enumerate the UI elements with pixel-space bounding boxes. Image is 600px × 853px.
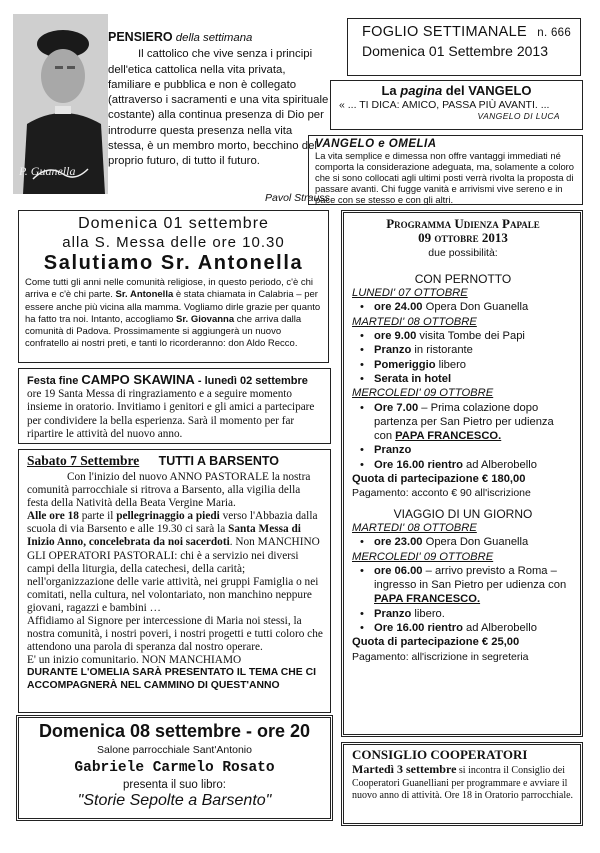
libro-place: Salone parrocchiale Sant'Antonio bbox=[97, 744, 252, 756]
pensiero-box bbox=[108, 30, 333, 205]
list-item bbox=[352, 621, 574, 635]
consiglio-title: CONSIGLIO COOPERATORI bbox=[352, 747, 528, 762]
barsento-ta: parte il bbox=[78, 510, 117, 523]
viaggio-day2-list bbox=[352, 564, 574, 635]
item-text: Opera Don Guanella bbox=[422, 536, 529, 549]
udienza-box bbox=[341, 210, 583, 737]
signature: P. Guanella bbox=[19, 164, 76, 178]
campo-heading bbox=[27, 372, 324, 387]
item-text: libero bbox=[435, 358, 467, 371]
item-text: libero. bbox=[411, 607, 445, 620]
item-bold: ore 24.00 bbox=[374, 301, 423, 314]
list-item bbox=[352, 300, 574, 314]
list-item bbox=[352, 607, 574, 621]
saluto-t3: che arriva dalla comunità di Padova. Prossimamente si aggiungerà un nuovo confratello ai nostri preti, e tanti lo ricorderanno: don Aldo Recco. bbox=[25, 313, 302, 350]
pernotto-day3-list bbox=[352, 401, 574, 472]
item-bold: ore 9.00 bbox=[374, 330, 417, 343]
udienza-title1: Programma Udienza Papale bbox=[386, 216, 540, 231]
item-bold: ore 23.00 bbox=[374, 536, 423, 549]
item-bold: Pranzo bbox=[374, 344, 412, 357]
pernotto-day3: MERCOLEDI' 09 OTTOBRE bbox=[352, 387, 494, 400]
campo-title-big: CAMPO SKAWINA bbox=[81, 372, 195, 387]
libro-title: Domenica 08 settembre - ore 20 bbox=[38, 721, 311, 741]
item-bold: Pomeriggio bbox=[374, 358, 436, 371]
barsento-body bbox=[27, 471, 324, 692]
barsento-p3: Affidiamo al Signore per intercessione di Maria noi stessi, la nostra comunità, i nostri poveri, i nostri progetti e tutti coloro che attendono una parola di speranza dal nostro operare. bbox=[27, 615, 323, 654]
campo-title-pre: Festa fine bbox=[27, 375, 82, 387]
viaggio-day1: MARTEDI' 08 OTTOBRE bbox=[352, 521, 477, 534]
item-bold: Ore 16.00 rientro bbox=[374, 622, 463, 635]
pernotto-day1: LUNEDI' 07 OTTOBRE bbox=[352, 287, 468, 300]
barsento-bb: pellegrinaggio a piedi bbox=[116, 510, 220, 523]
barsento-p2 bbox=[27, 510, 324, 615]
vangelo-heading-italic: pagina bbox=[400, 83, 443, 98]
issue-date: Domenica 01 Settembre 2013 bbox=[362, 43, 548, 59]
item-underline: PAPA FRANCESCO. bbox=[374, 593, 481, 606]
list-item bbox=[352, 458, 574, 472]
vangelo-heading bbox=[339, 83, 574, 98]
campo-text: ore 19 Santa Messa di ringraziamento e a seguire momento insieme in oratorio. Invitiamo i genitori e gli amici a partecipare per condividere la bella esperienza. Sarà il momento per far ripartire le attività del nuovo anno. bbox=[27, 388, 315, 440]
vangelo-heading-pre: La bbox=[381, 83, 401, 98]
pensiero-text: Il cattolico che vive senza i principi dell'etica cattolica nella vita privata, familiare e pubblica e non è collegato (attraverso i sacramenti e una vita spirituale costante) alla continua presenza di Dio per introdurre questa presenza nella vita stessa, è un membro morto, becchino del proprio futuro, di tutto il futuro. bbox=[108, 48, 329, 168]
campo-title-post: - lunedì 02 settembre bbox=[194, 375, 308, 387]
vangelo-heading-post: del VANGELO bbox=[442, 83, 532, 98]
barsento-date: Sabato 7 Settembre bbox=[27, 453, 140, 468]
consiglio-bold: Martedì 3 settembre bbox=[352, 762, 457, 776]
masthead bbox=[347, 18, 581, 76]
libro-book: "Storie Sepolte a Barsento" bbox=[77, 792, 272, 809]
saluto-line1: Domenica 01 settembre bbox=[78, 215, 269, 232]
pernotto-title: CON PERNOTTO bbox=[414, 271, 512, 286]
barsento-closing: DURANTE L'OMELIA SARÀ PRESENTATO IL TEMA CHE CI ACCOMPAGNERÀ NEL CAMMINO DI QUEST'ANNO bbox=[27, 667, 316, 691]
saluto-t2: è stata chiamata in Calabria – per essere anche più vicina alla mamma. Vogliamo dirle grazie per quanto ha fatto tra noi. Intanto, accogliamo bbox=[25, 289, 321, 325]
libro-presents: presenta il suo libro: bbox=[123, 779, 226, 791]
saluto-box bbox=[18, 210, 329, 363]
viaggio-day1-list bbox=[352, 535, 574, 549]
omelia-box bbox=[308, 135, 583, 205]
pernotto-day2: MARTEDI' 08 OTTOBRE bbox=[352, 315, 477, 328]
item-text: – Prima colazione dopo partenza per San Pietro per udienza con bbox=[374, 401, 554, 443]
item-text: Opera Don Guanella bbox=[422, 301, 529, 314]
consiglio-box bbox=[341, 742, 583, 826]
list-item bbox=[352, 535, 574, 549]
pernotto-day1-list bbox=[352, 300, 574, 314]
viaggio-title: VIAGGIO DI UN GIORNO bbox=[393, 506, 533, 521]
libro-box bbox=[16, 715, 333, 821]
list-item bbox=[352, 358, 574, 372]
saluto-t1: Come tutti gli anni nelle comunità religiose, in questo periodo, c'è chi arriva e c'è chi parte. bbox=[25, 277, 314, 301]
saluto-line2: alla S. Messa delle ore 10.30 bbox=[62, 234, 285, 251]
saluto-text bbox=[25, 277, 322, 351]
barsento-p1: Con l'inizio del nuovo ANNO PASTORALE la nostra comunità parrocchiale si ritrova a Barsento, alla vigilia della festa della Natività della Beata Vergine Maria. bbox=[27, 471, 311, 510]
list-item bbox=[352, 329, 574, 343]
list-item bbox=[352, 401, 574, 444]
portrait-photo bbox=[13, 14, 108, 194]
pensiero-heading bbox=[108, 30, 333, 46]
barsento-p4: E' un inizio comunitario. NON MANCHIAMO bbox=[27, 654, 242, 667]
barsento-title: TUTTI A BARSENTO bbox=[158, 454, 279, 468]
omelia-text: La vita semplice e dimessa non offre vantaggi immediati né comporta la considerazione adeguata, ma, solamente a coloro che si sono collocati agli ultimi posti verrà rivolta la proposta di passare avanti. Chi fugge vanità e arrivismi vive sereno e in pace con se stesso e con gli altri. bbox=[315, 150, 575, 205]
item-text: in ristorante bbox=[411, 344, 473, 357]
list-item bbox=[352, 343, 574, 357]
pensiero-title: PENSIERO bbox=[108, 30, 173, 44]
pagamento-viaggio: Pagamento: all'iscrizione in segreteria bbox=[352, 650, 529, 663]
vangelo-box bbox=[330, 80, 583, 130]
item-bold: Serata in hotel bbox=[374, 372, 452, 385]
list-item bbox=[352, 443, 574, 457]
issue-number: n. 666 bbox=[537, 27, 572, 39]
pagamento-pernotto: Pagamento: acconto € 90 all'iscrizione bbox=[352, 487, 531, 500]
masthead-title-row bbox=[362, 24, 572, 40]
item-text: – arrivo previsto a Roma –ingresso in San Pietro per udienza con bbox=[374, 564, 567, 592]
pernotto-day2-list bbox=[352, 329, 574, 386]
pensiero-author: Pavol Strauss bbox=[265, 192, 330, 204]
saluto-b2: Sr. Giovanna bbox=[176, 313, 235, 325]
list-item bbox=[352, 372, 574, 386]
item-text: ad Alberobello bbox=[462, 622, 537, 635]
list-item bbox=[352, 564, 574, 607]
libro-author: Gabriele Carmelo Rosato bbox=[74, 760, 275, 776]
omelia-title: VANGELO e OMELIA bbox=[315, 138, 437, 150]
saluto-line3: Salutiamo Sr. Antonella bbox=[43, 252, 304, 274]
item-bold: Pranzo bbox=[374, 607, 412, 620]
item-bold: Pranzo bbox=[374, 444, 412, 457]
udienza-subtitle: due possibilità: bbox=[428, 246, 498, 259]
item-bold: ore 06.00 bbox=[374, 564, 423, 577]
item-text: ad Alberobello bbox=[462, 458, 537, 471]
item-bold: Ore 7.00 bbox=[374, 401, 419, 414]
consiglio-text bbox=[352, 763, 574, 803]
udienza-title2: 09 ottobre 2013 bbox=[418, 230, 508, 246]
vangelo-source: VANGELO DI LUCA bbox=[477, 111, 560, 121]
barsento-ba: Alle ore 18 bbox=[27, 510, 79, 523]
barsento-tc: . Non MANCHINO GLI OPERATORI PASTORALI: chi è a servizio nei diversi campi della liturgia, della catechesi, della carità; nell'organizzazione delle varie attività, nei gruppi Famiglia o nei comitati, nella cultura, nel volontariato, non manchino neppure giovani, ragazzi e bambini … bbox=[27, 536, 320, 614]
item-underline: PAPA FRANCESCO. bbox=[395, 430, 502, 443]
barsento-bc: Santa Messa di Inizio Anno, concelebrata da noi sacerdoti bbox=[27, 523, 301, 549]
vangelo-quote: « ... TI DICA: AMICO, PASSA PIÙ AVANTI. ... bbox=[339, 99, 550, 111]
barsento-box bbox=[18, 449, 331, 713]
masthead-title: FOGLIO SETTIMANALE bbox=[362, 24, 527, 40]
campo-box bbox=[18, 368, 331, 444]
saluto-b1: Sr. Antonella bbox=[115, 289, 174, 301]
barsento-tb: verso l'Abbazia dalla scuola di via Barsento e alle 19.30 ci sarà la bbox=[27, 510, 318, 536]
quota-viaggio: Quota di partecipazione € 25,00 bbox=[352, 636, 520, 649]
pensiero-subtitle: della settimana bbox=[175, 32, 253, 44]
item-text: visita Tombe dei Papi bbox=[416, 330, 525, 343]
quota-pernotto: Quota di partecipazione € 180,00 bbox=[352, 473, 526, 486]
item-bold: Ore 16.00 rientro bbox=[374, 458, 463, 471]
viaggio-day2: MERCOLEDI' 09 OTTOBRE bbox=[352, 550, 494, 563]
barsento-heading bbox=[27, 453, 324, 469]
consiglio-body: si incontra il Consiglio dei Cooperatori Guanelliani per programmare e avviare il nuovo anno di attività. Ore 18 in Oratorio parrocchiale. bbox=[352, 765, 574, 801]
